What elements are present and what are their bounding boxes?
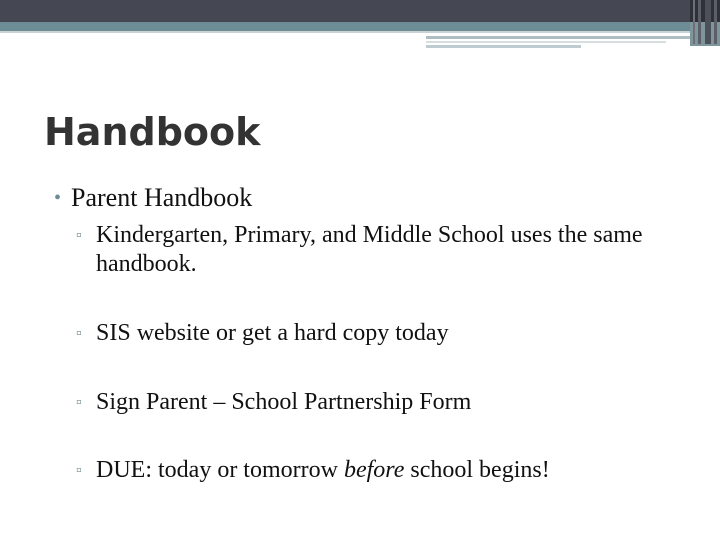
bullet-parent-handbook [54, 182, 252, 214]
header-dark-band [0, 0, 720, 22]
header-stripe [714, 0, 717, 44]
header-rule [426, 45, 581, 48]
header-stripe [705, 0, 711, 44]
sub-bullet-text: SIS website or get a hard copy today [96, 320, 449, 346]
due-suffix: school begins! [404, 457, 550, 483]
header-stripe [698, 0, 701, 44]
header-rule [0, 31, 690, 33]
bullet-dot-icon: • [54, 187, 62, 209]
bullet-text: Parent Handbook [71, 183, 253, 212]
sub-bullet-text: Sign Parent – School Partnership Form [96, 389, 472, 415]
due-prefix: DUE: today or tomorrow [96, 457, 344, 483]
sub-bullet-marker-icon: ▫ [76, 227, 82, 244]
sub-bullet-marker-icon: ▫ [76, 325, 82, 342]
due-emphasis: before [343, 457, 405, 483]
header-rule [426, 36, 690, 39]
header-rule [426, 41, 666, 43]
sub-bullet-text: Kindergarten, Primary, and Middle School uses the same handbook. [96, 222, 643, 277]
sub-bullet-marker-icon: ▫ [76, 462, 82, 479]
sub-bullet-text [76, 456, 676, 485]
sub-bullet-get-copy [76, 319, 676, 348]
header-teal-band [0, 22, 720, 31]
sub-bullet-handbook-scope [76, 221, 676, 279]
sub-bullet-marker-icon: ▫ [76, 394, 82, 411]
sub-bullet-due-date [76, 456, 676, 485]
header-stripe [693, 0, 695, 44]
slide-title: Handbook [44, 110, 261, 154]
sub-bullet-sign-form [76, 388, 676, 417]
